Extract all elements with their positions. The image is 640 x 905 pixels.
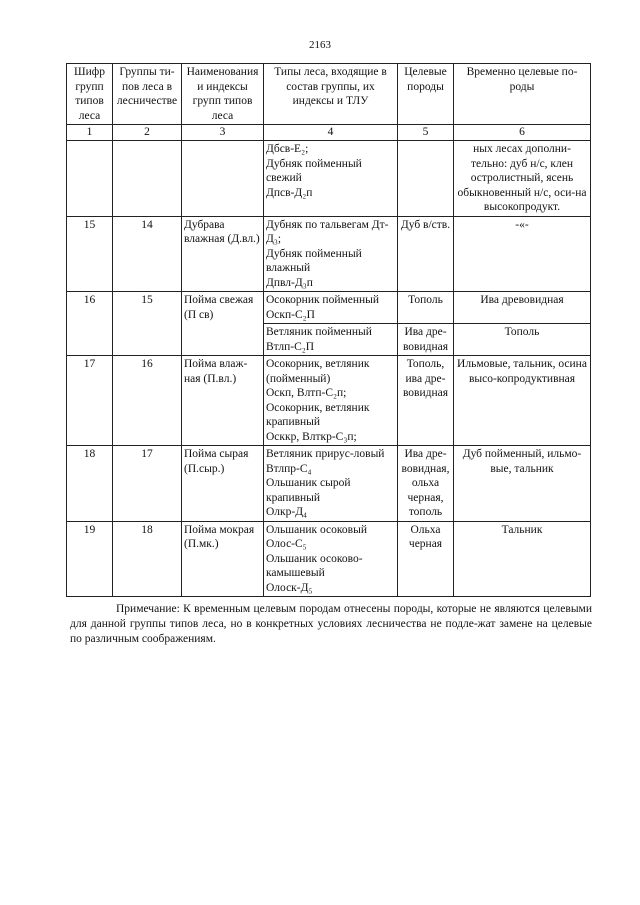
- cell-group: [113, 141, 182, 217]
- cell-group: 17: [113, 446, 182, 522]
- cell-target-species: Ольха черная: [398, 521, 454, 597]
- cell-group: 18: [113, 521, 182, 597]
- cell-forest-types: Ольшаник осоковый Олос-С₅ Ольшаник осоково-камышевый Олоск-Д₅: [264, 521, 398, 597]
- cell-target-species: [398, 141, 454, 217]
- cell-name: Пойма мокрая (П.мк.): [182, 521, 264, 597]
- forest-types-table: [66, 63, 591, 597]
- cell-name: [182, 141, 264, 217]
- column-number: 6: [454, 125, 591, 141]
- header-cell: Временно целевые по-роды: [454, 64, 591, 125]
- cell-code: 16: [67, 292, 113, 356]
- cell-code: 15: [67, 216, 113, 292]
- cell-temporary-species: -«-: [454, 216, 591, 292]
- column-number: 5: [398, 125, 454, 141]
- header-cell: Группы ти-пов леса в лесничестве: [113, 64, 182, 125]
- cell-code: 18: [67, 446, 113, 522]
- column-number: 1: [67, 125, 113, 141]
- cell-temporary-species: Ильмовые, тальник, осина высо-копродуктивная: [454, 356, 591, 446]
- cell-target-species: Ива дре-вовидная, ольха черная, тополь: [398, 446, 454, 522]
- cell-target-species: Тополь: [398, 292, 454, 324]
- header-row: [67, 64, 591, 125]
- footnote: Примечание: К временным целевым породам отнесены породы, которые не являются целевыми для данной группы типов леса, но в конкретных условиях лесничества не подле-жат замене на целевые по различным соображениям.: [70, 603, 592, 645]
- cell-name: Дубрава влажная (Д.вл.): [182, 216, 264, 292]
- cell-temporary-species: Тальник: [454, 521, 591, 597]
- table-row: [67, 141, 591, 217]
- header-cell: Целевые породы: [398, 64, 454, 125]
- cell-temporary-species: Дуб пойменный, ильмо-вые, тальник: [454, 446, 591, 522]
- column-number-row: [67, 125, 591, 141]
- cell-target-species: Дуб в/ств.: [398, 216, 454, 292]
- cell-group: 14: [113, 216, 182, 292]
- header-cell: Шифр групп типов леса: [67, 64, 113, 125]
- cell-temporary-species: Тополь: [454, 324, 591, 356]
- cell-forest-types: Ветляник пойменный Втлп-С₂П: [264, 324, 398, 356]
- cell-name: Пойма влаж-ная (П.вл.): [182, 356, 264, 446]
- cell-target-species: Тополь, ива дре-вовидная: [398, 356, 454, 446]
- header-cell: Наименования и индексы групп типов леса: [182, 64, 264, 125]
- cell-code: 19: [67, 521, 113, 597]
- cell-name: Пойма свежая (П св): [182, 292, 264, 356]
- cell-code: 17: [67, 356, 113, 446]
- cell-temporary-species: Ива древовидная: [454, 292, 591, 324]
- header-cell: Типы леса, входящие в состав группы, их индексы и ТЛУ: [264, 64, 398, 125]
- cell-forest-types: Дубняк по тальвегам Дт-Д₃; Дубняк пойменный влажный Дпвл-Д₃п: [264, 216, 398, 292]
- table-row: [67, 292, 591, 324]
- cell-forest-types: Осокорник пойменный Оскп-С₂П: [264, 292, 398, 324]
- column-number: 3: [182, 125, 264, 141]
- column-number: 2: [113, 125, 182, 141]
- cell-group: 16: [113, 356, 182, 446]
- page-number: 2163: [309, 39, 331, 51]
- cell-forest-types: Ветляник прирус-ловый Втлпр-С₄ Ольшаник сырой крапивный Олкр-Д₄: [264, 446, 398, 522]
- table-row: [67, 446, 591, 522]
- table-row: [67, 356, 591, 446]
- cell-forest-types: Дбсв-Е₂; Дубняк пойменный свежий Дпсв-Д₂п: [264, 141, 398, 217]
- cell-name: Пойма сырая (П.сыр.): [182, 446, 264, 522]
- cell-target-species: Ива дре-вовидная: [398, 324, 454, 356]
- cell-group: 15: [113, 292, 182, 356]
- cell-temporary-species: ных лесах дополни-тельно: дуб н/с, клен остролистный, ясень обыкновенный н/с, оси-на высокопродукт.: [454, 141, 591, 217]
- column-number: 4: [264, 125, 398, 141]
- cell-code: [67, 141, 113, 217]
- table-row: [67, 216, 591, 292]
- cell-forest-types: Осокорник, ветляник (пойменный) Оскп, Влтп-С₂п; Осокорник, ветляник крапивный Осккр, Влткр-С₃п;: [264, 356, 398, 446]
- table-row: [67, 521, 591, 597]
